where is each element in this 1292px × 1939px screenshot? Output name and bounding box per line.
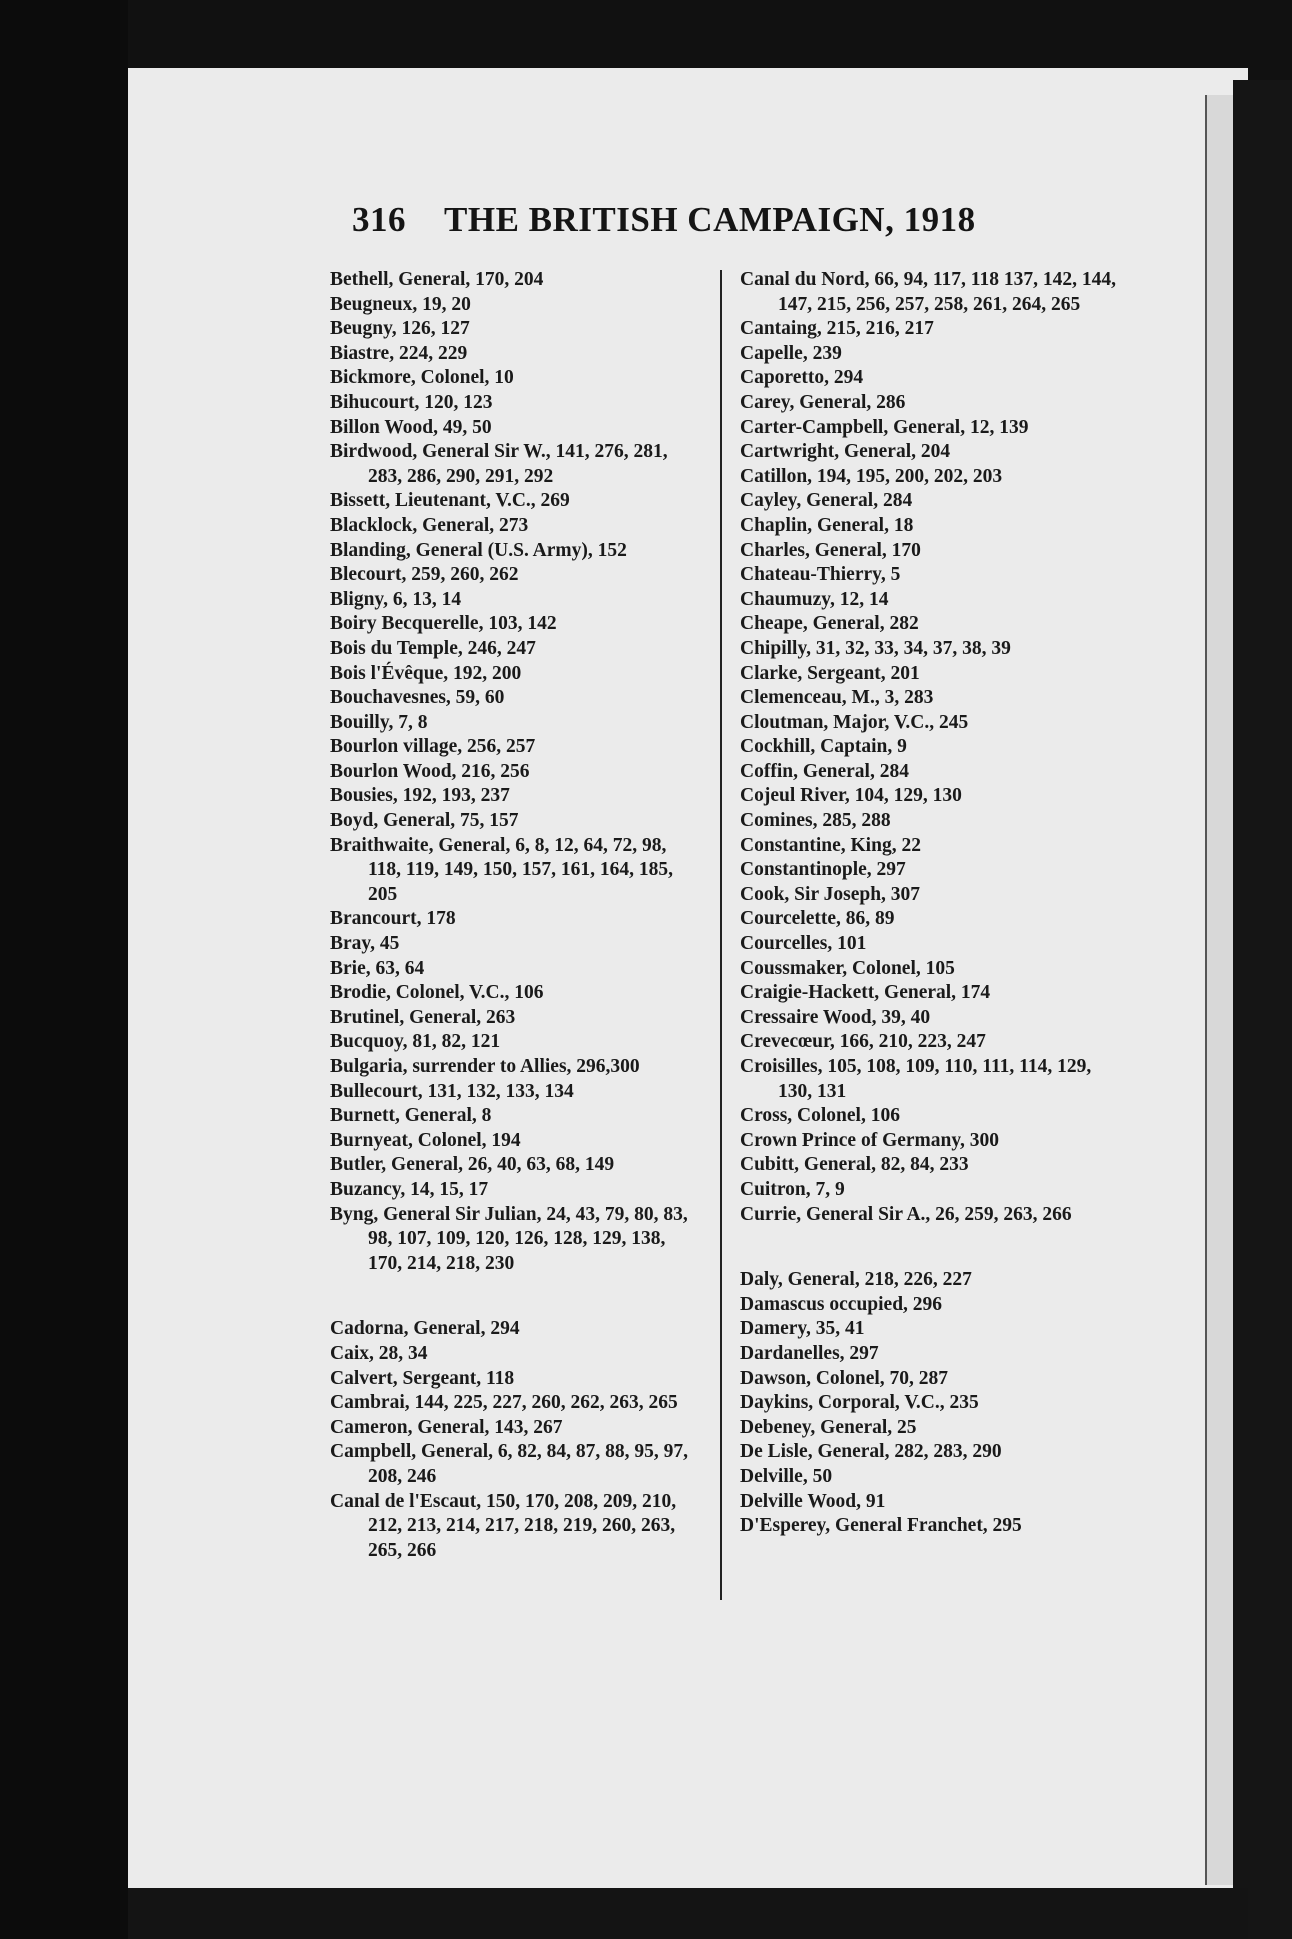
index-entry: Biastre, 224, 229 [330,342,468,364]
index-entry: Crown Prince of Germany, 300 [740,1129,1000,1151]
index-entry: Dawson, Colonel, 70, 287 [740,1367,949,1389]
index-entry: Cook, Sir Joseph, 307 [740,883,921,905]
index-entry: Buzancy, 14, 15, 17 [330,1178,489,1200]
index-entry: Cheape, General, 282 [740,613,919,635]
index-entry: Cantaing, 215, 216, 217 [740,318,934,340]
index-entry: Calvert, Sergeant, 118 [330,1367,515,1389]
group-spacer [330,1276,702,1317]
index-entry: Cojeul River, 104, 129, 130 [740,785,962,807]
index-entry: Delville, 50 [740,1465,833,1487]
index-entry: De Lisle, General, 282, 283, 290 [740,1441,1002,1463]
index-entry: Bouchavesnes, 59, 60 [330,687,505,709]
index-entry: Bourlon village, 256, 257 [330,736,536,758]
index-entry: Cross, Colonel, 106 [740,1105,900,1127]
index-entry: Butler, General, 26, 40, 63, 68, 149 [330,1154,615,1176]
index-entry: Courcelette, 86, 89 [740,908,895,930]
index-entry: Debeney, General, 25 [740,1416,917,1438]
index-entry: Cambrai, 144, 225, 227, 260, 262, 263, 265 [330,1392,678,1414]
index-entry: Craigie-Hackett, General, 174 [740,982,991,1004]
index-entry: Bethell, General, 170, 204 [330,269,544,290]
index-entry: Cockhill, Captain, 9 [740,736,907,758]
index-entry: Boiry Becquerelle, 103, 142 [330,613,557,635]
index-group-c [740,268,1130,1227]
index-entry: Brancourt, 178 [330,908,456,930]
scan-background-bottom [128,1888,1248,1939]
index-group-c [330,1317,702,1563]
index-entry: Billon Wood, 49, 50 [330,416,492,438]
index-entry: Daykins, Corporal, V.C., 235 [740,1392,979,1414]
page-binding-edge [1205,95,1235,1885]
index-entry: Currie, General Sir A., 26, 259, 263, 266 [740,1203,1072,1225]
index-entry: Bouilly, 7, 8 [330,711,428,733]
index-entry: Braithwaite, General, 6, 8, 12, 64, 72, 98, 118, 119, 149, 150, 157, 161, 164, 185, 205 [330,834,673,905]
index-entry: Constantine, King, 22 [740,834,921,856]
index-entry: Cayley, General, 284 [740,490,913,512]
index-entry: Beugny, 126, 127 [330,318,470,340]
index-entry: Daly, General, 218, 226, 227 [740,1269,972,1291]
index-entry: Bickmore, Colonel, 10 [330,367,514,389]
index-entry: Bousies, 192, 193, 237 [330,785,510,807]
index-entry: Crevecœur, 166, 210, 223, 247 [740,1031,986,1053]
index-entry: Beugneux, 19, 20 [330,293,471,315]
index-entry: Blacklock, General, 273 [330,514,529,536]
index-entry: Cloutman, Major, V.C., 245 [740,711,969,733]
index-entry: Bucquoy, 81, 82, 121 [330,1031,501,1053]
index-entry: Bulgaria, surrender to Allies, 296,300 [330,1056,640,1077]
index-entry: Bourlon Wood, 216, 256 [330,760,530,782]
index-entry: Canal du Nord, 66, 94, 117, 118 137, 142, 144, 147, 215, 256, 257, 258, 261, 264, 265 [740,269,1116,315]
index-entry: Bois l'Évêque, 192, 200 [330,662,522,684]
index-entry: Byng, General Sir Julian, 24, 43, 79, 80, 83, 98, 107, 109, 120, 126, 128, 129, 138, 170, 214, 218, 230 [330,1203,688,1274]
index-entry: Bullecourt, 131, 132, 133, 134 [330,1080,574,1102]
book-title: THE BRITISH CAMPAIGN, 1918 [444,200,976,239]
index-entry: Carey, General, 286 [740,391,906,413]
column-divider [720,270,722,1600]
index-entry: Chaplin, General, 18 [740,514,914,536]
index-entry: Burnyeat, Colonel, 194 [330,1129,521,1151]
index-entry: D'Esperey, General Franchet, 295 [740,1515,1022,1537]
index-entry: Blecourt, 259, 260, 262 [330,564,519,586]
index-entry: Capelle, 239 [740,342,842,364]
index-entry: Clarke, Sergeant, 201 [740,662,920,684]
index-group-b [330,268,702,1276]
index-entry: Cubitt, General, 82, 84, 233 [740,1154,969,1176]
index-column-left [330,268,702,1563]
index-entry: Bois du Temple, 246, 247 [330,637,536,659]
scan-background-left [0,0,128,1939]
index-entry: Comines, 285, 288 [740,810,891,832]
index-entry: Carter-Campbell, General, 12, 139 [740,416,1029,438]
index-entry: Caix, 28, 34 [330,1342,428,1364]
index-entry: Catillon, 194, 195, 200, 202, 203 [740,465,1003,487]
index-entry: Dardanelles, 297 [740,1342,879,1364]
index-entry: Cuitron, 7, 9 [740,1178,845,1200]
index-entry: Chateau-Thierry, 5 [740,564,901,586]
index-entry: Croisilles, 105, 108, 109, 110, 111, 114, 129, 130, 131 [740,1056,1092,1102]
index-entry: Chaumuzy, 12, 14 [740,588,889,610]
page-number: 316 [352,200,406,239]
index-entry: Brie, 63, 64 [330,957,425,979]
index-entry: Coffin, General, 284 [740,760,909,782]
index-group-d [740,1268,1130,1539]
index-entry: Brutinel, General, 263 [330,1006,516,1028]
index-entry: Cartwright, General, 204 [740,441,951,463]
index-entry: Constantinople, 297 [740,859,906,881]
index-entry: Bihucourt, 120, 123 [330,391,493,413]
index-entry: Coussmaker, Colonel, 105 [740,957,955,979]
index-entry: Caporetto, 294 [740,367,864,389]
index-entry: Damery, 35, 41 [740,1318,865,1340]
index-entry: Canal de l'Escaut, 150, 170, 208, 209, 210, 212, 213, 214, 217, 218, 219, 260, 263, 265, 266 [330,1490,677,1561]
index-entry: Clemenceau, M., 3, 283 [740,687,934,709]
index-entry: Damascus occupied, 296 [740,1293,943,1315]
index-entry: Charles, General, 170 [740,539,921,561]
index-entry: Bray, 45 [330,933,400,955]
index-entry: Cressaire Wood, 39, 40 [740,1006,931,1028]
index-entry: Bligny, 6, 13, 14 [330,588,462,610]
index-entry: Boyd, General, 75, 157 [330,810,519,832]
group-spacer [740,1227,1130,1268]
index-entry: Brodie, Colonel, V.C., 106 [330,982,544,1004]
index-entry: Birdwood, General Sir W., 141, 276, 281, 283, 286, 290, 291, 292 [330,441,668,487]
index-entry: Chipilly, 31, 32, 33, 34, 37, 38, 39 [740,637,1011,659]
index-entry: Courcelles, 101 [740,933,867,955]
index-entry: Blanding, General (U.S. Army), 152 [330,539,627,561]
index-entry: Campbell, General, 6, 82, 84, 87, 88, 95, 97, 208, 246 [330,1441,689,1487]
scan-background-right [1233,80,1292,1939]
index-entry: Bissett, Lieutenant, V.C., 269 [330,490,570,512]
index-entry: Cadorna, General, 294 [330,1318,520,1340]
index-entry: Burnett, General, 8 [330,1105,492,1127]
running-header [352,200,1072,250]
index-entry: Cameron, General, 143, 267 [330,1416,563,1438]
index-entry: Delville Wood, 91 [740,1490,886,1512]
index-column-right [740,268,1130,1539]
